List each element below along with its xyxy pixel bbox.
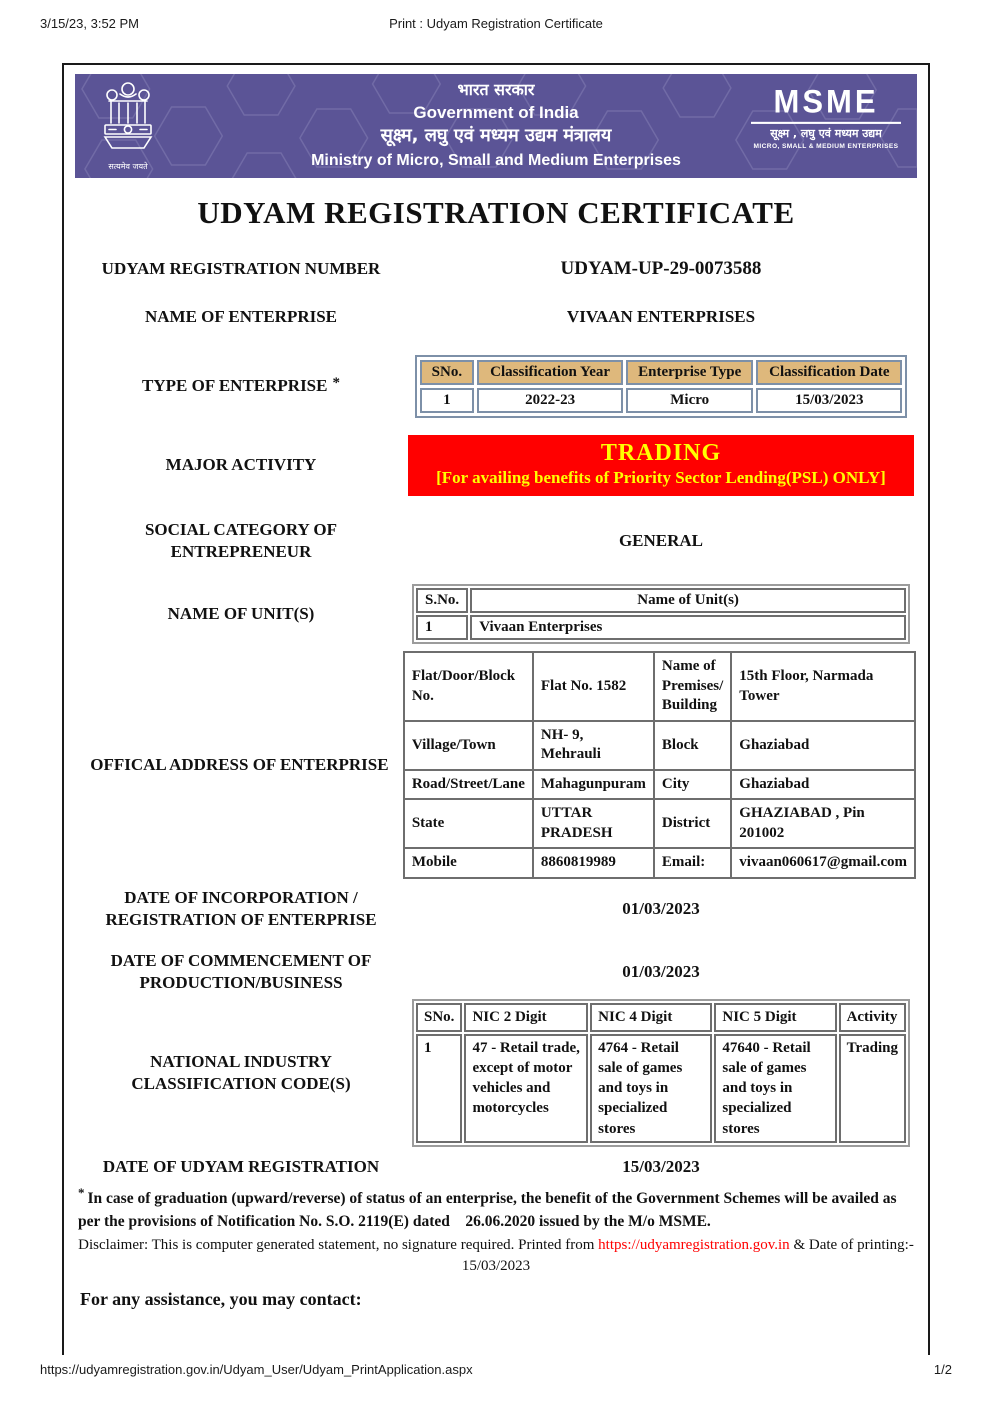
table-header-row xyxy=(416,588,906,613)
units-table xyxy=(412,584,910,644)
print-footer xyxy=(40,1362,952,1377)
column-header-enterprise-type: Enterprise Type xyxy=(626,360,753,385)
ministry-english-text: Ministry of Micro, Small and Medium Enterprises xyxy=(311,151,681,169)
print-footer-url: https://udyamregistration.gov.in/Udyam_User/Udyam_PrintApplication.aspx xyxy=(40,1362,473,1377)
address-label: State xyxy=(404,799,533,848)
table-cell-nic2: 47 - Retail trade, except of motor vehicles and motorcycles xyxy=(464,1034,588,1143)
field-value-enterprise-name: VIVAAN ENTERPRISES xyxy=(566,307,756,326)
field-row-units xyxy=(76,584,916,644)
address-label: Mobile xyxy=(404,848,533,878)
field-label-nic: NATIONAL INDUSTRY CLASSIFICATION CODE(S) xyxy=(131,1051,351,1093)
address-label: Name of Premises/ Building xyxy=(654,652,731,721)
table-row xyxy=(416,1034,906,1143)
field-label-units: NAME OF UNIT(S) xyxy=(167,603,315,623)
table-row xyxy=(404,770,915,800)
address-label: Village/Town xyxy=(404,721,533,770)
certificate-title: UDYAM REGISTRATION CERTIFICATE xyxy=(197,195,795,230)
field-value-social-category: GENERAL xyxy=(618,531,704,550)
field-value-commencement-date: 01/03/2023 xyxy=(622,962,700,981)
major-activity-psl-note: [For availing benefits of Priority Sector Lending(PSL) ONLY] xyxy=(436,467,886,487)
disclaimer-prefix: Disclaimer: This is computer generated statement, no signature required. Printed from xyxy=(78,1237,599,1253)
field-label-type xyxy=(76,353,406,419)
table-cell-unit-name: Vivaan Enterprises xyxy=(470,615,906,640)
field-row-major-activity xyxy=(76,427,916,503)
disclaimer-suffix: & Date of printing:- xyxy=(789,1237,914,1253)
address-table xyxy=(403,651,916,879)
column-header-nic2: NIC 2 Digit xyxy=(464,1003,588,1031)
footnote-marker: * xyxy=(78,1185,85,1200)
footnote-marker-ref: * xyxy=(332,375,340,392)
field-row-enterprise-name xyxy=(76,303,916,331)
field-label-enterprise-name: NAME OF ENTERPRISE xyxy=(144,306,338,326)
field-label-social-category: SOCIAL CATEGORY OF ENTREPRENEUR xyxy=(144,519,338,561)
print-page-title: Print : Udyam Registration Certificate xyxy=(389,16,603,31)
assistance-heading: For any assistance, you may contact: xyxy=(80,1289,362,1309)
address-label: City xyxy=(654,770,731,800)
column-header-classification-date: Classification Date xyxy=(756,360,902,385)
table-cell-year: 2022-23 xyxy=(477,388,623,413)
msme-hindi-caption: सूक्ष्म , लघु एवं मध्यम उद्यम xyxy=(770,127,882,140)
table-cell-sno: 1 xyxy=(416,1034,462,1143)
print-header xyxy=(40,16,952,34)
field-label-address: OFFICAL ADDRESS OF ENTERPRISE xyxy=(90,754,389,774)
table-cell-sno: 1 xyxy=(416,615,468,640)
field-row-incorporation-date xyxy=(76,885,916,933)
govt-hindi-text: भारत सरकार xyxy=(457,80,535,99)
column-header-sno: SNo. xyxy=(416,1003,462,1031)
field-row-nic xyxy=(76,1009,916,1137)
field-row-udyam-registration-date xyxy=(76,1153,916,1181)
type-classification-table xyxy=(415,355,908,418)
column-header-sno: S.No. xyxy=(416,588,468,613)
page-indicator: 1/2 xyxy=(933,1362,952,1377)
field-value-incorporation-date: 01/03/2023 xyxy=(622,899,700,918)
address-value: UTTAR PRADESH xyxy=(533,799,654,848)
msme-wordmark: MSME xyxy=(751,85,901,124)
address-value: 8860819989 xyxy=(533,848,654,878)
field-value-urn: UDYAM-UP-29-0073588 xyxy=(560,258,762,279)
table-row xyxy=(404,721,915,770)
column-header-unit-name: Name of Unit(s) xyxy=(470,588,906,613)
footnote-text: In case of graduation (upward/reverse) of status of an enterprise, the benefit of the Government Schemes will be availed as per the provisions of Notification No. S.O. 2119(E) dated 26.06.2020 issued by the M/o MSME. xyxy=(78,1190,901,1231)
major-activity-value: TRADING xyxy=(600,439,722,466)
certificate-box xyxy=(62,63,930,1355)
address-value: Mahagunpuram xyxy=(533,770,654,800)
field-row-urn xyxy=(76,255,916,283)
address-value: Ghaziabad xyxy=(731,721,915,770)
table-row xyxy=(420,388,903,413)
address-value: NH- 9, Mehrauli xyxy=(533,721,654,770)
column-header-nic4: NIC 4 Digit xyxy=(590,1003,712,1031)
table-row xyxy=(404,848,915,878)
table-cell-sno: 1 xyxy=(420,388,474,413)
footnote xyxy=(78,1183,914,1234)
field-label-incorporation-date: DATE OF INCORPORATION / REGISTRATION OF ENTERPRISE xyxy=(105,887,377,929)
field-value-udyam-registration-date: 15/03/2023 xyxy=(622,1157,700,1176)
govt-english-text: Government of India xyxy=(413,103,579,122)
field-label-major-activity: MAJOR ACTIVITY xyxy=(165,454,317,474)
table-row xyxy=(404,652,915,721)
ministry-hindi-text: सूक्ष्म, लघु एवं मध्यम उद्यम मंत्रालय xyxy=(380,125,612,147)
field-label-commencement-date: DATE OF COMMENCEMENT OF PRODUCTION/BUSINESS xyxy=(110,950,372,992)
address-value: Flat No. 1582 xyxy=(533,652,654,721)
column-header-activity: Activity xyxy=(839,1003,906,1031)
address-value: vivaan060617@gmail.com xyxy=(731,848,915,878)
address-value: 15th Floor, Narmada Tower xyxy=(731,652,915,721)
field-row-type xyxy=(76,353,916,419)
address-label: Road/Street/Lane xyxy=(404,770,533,800)
field-label-type-text: TYPE OF ENTERPRISE xyxy=(142,375,328,395)
address-label: District xyxy=(654,799,731,848)
address-value: GHAZIABAD , Pin 201002 xyxy=(731,799,915,848)
table-cell-nic4: 4764 - Retail sale of games and toys in specialized stores xyxy=(590,1034,712,1143)
field-label-udyam-registration-date: DATE OF UDYAM REGISTRATION xyxy=(102,1156,380,1176)
field-row-social-category xyxy=(76,517,916,565)
table-cell-classification-date: 15/03/2023 xyxy=(756,388,902,413)
table-cell-enterprise-type: Micro xyxy=(626,388,753,413)
column-header-nic5: NIC 5 Digit xyxy=(714,1003,836,1031)
field-row-commencement-date xyxy=(76,948,916,996)
column-header-classification-year: Classification Year xyxy=(477,360,623,385)
print-datetime: 3/15/23, 3:52 PM xyxy=(40,16,140,31)
field-row-address xyxy=(76,658,916,871)
table-cell-activity: Trading xyxy=(839,1034,906,1143)
address-label: Email: xyxy=(654,848,731,878)
disclaimer xyxy=(78,1235,914,1277)
table-row xyxy=(416,615,906,640)
table-cell-nic5: 47640 - Retail sale of games and toys in specialized stores xyxy=(714,1034,836,1143)
address-label: Flat/Door/Block No. xyxy=(404,652,533,721)
disclaimer-print-date: 15/03/2023 xyxy=(461,1258,531,1274)
major-activity-banner xyxy=(408,435,914,496)
field-label-urn: UDYAM REGISTRATION NUMBER xyxy=(101,258,381,278)
msme-logo xyxy=(751,82,901,150)
nic-table xyxy=(412,999,910,1147)
ministry-banner xyxy=(75,74,917,178)
disclaimer-link[interactable]: https://udyamregistration.gov.in xyxy=(598,1237,790,1253)
address-label: Block xyxy=(654,721,731,770)
table-header-row xyxy=(420,360,903,385)
table-row xyxy=(404,799,915,848)
emblem-motto: सत्यमेव जयते xyxy=(108,162,148,171)
column-header-sno: SNo. xyxy=(420,360,474,385)
table-header-row xyxy=(416,1003,906,1031)
msme-english-caption: MICRO, SMALL & MEDIUM ENTERPRISES xyxy=(753,143,899,150)
address-value: Ghaziabad xyxy=(731,770,915,800)
